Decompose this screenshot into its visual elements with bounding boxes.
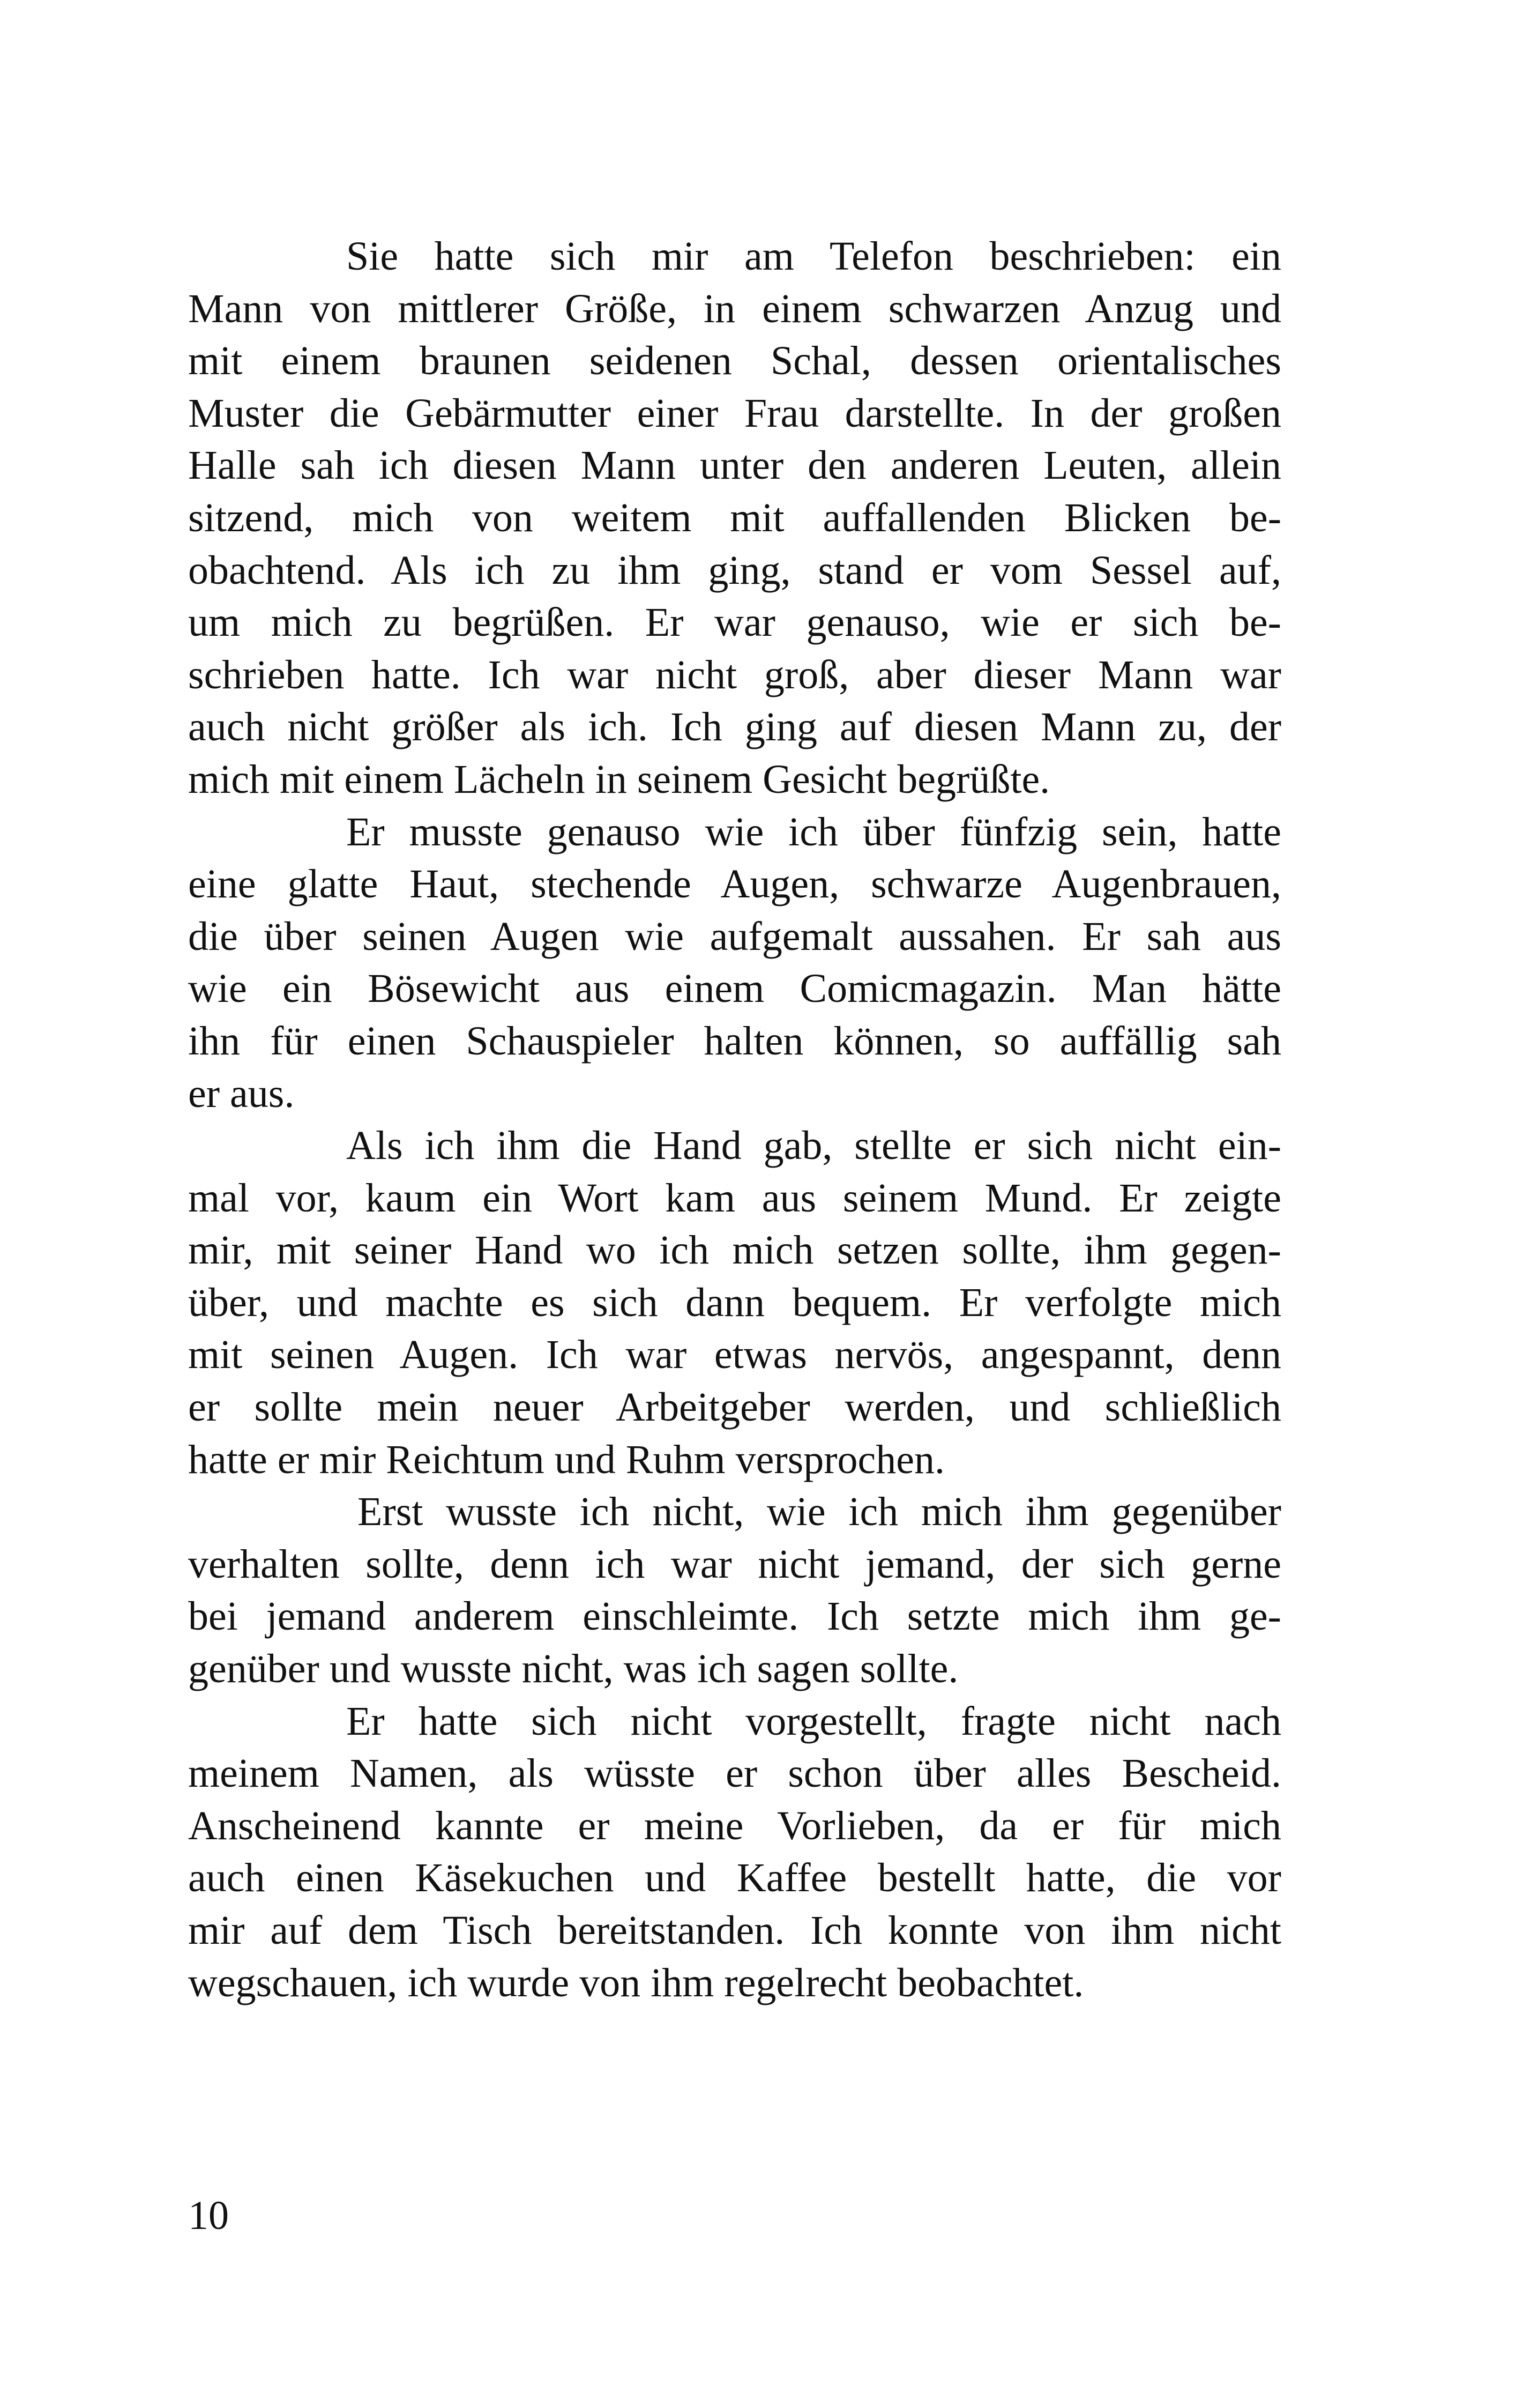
text-line: er sollte mein neuer Arbeitgeber werden, und schließlich [188, 1385, 1281, 1430]
text-line: genüber und wusste nicht, was ich sagen sollte. [188, 1646, 959, 1692]
text-line: verhalten sollte, denn ich war nicht jemand, der sich gerne [188, 1541, 1281, 1587]
text-line: über, und machte es sich dann bequem. Er verfolgte mich [188, 1280, 1281, 1325]
page-number: 10 [188, 2193, 229, 2238]
text-line: mit einem braunen seidenen Schal, dessen orientalisches [188, 338, 1281, 384]
text-line: die über seinen Augen wie aufgemalt aussahen. Er sah aus [188, 913, 1281, 959]
text-line: obachtend. Als ich zu ihm ging, stand er vom Sessel auf, [188, 547, 1281, 593]
text-line: Er musste genauso wie ich über fünfzig sein, hatte [346, 809, 1281, 854]
paragraph [188, 1486, 1281, 1695]
paragraph [188, 1120, 1281, 1486]
text-line: mir auf dem Tisch bereitstanden. Ich konnte von ihm nicht [188, 1908, 1281, 1953]
text-line: mir, mit seiner Hand wo ich mich setzen sollte, ihm gegen- [188, 1228, 1281, 1273]
text-line: eine glatte Haut, stechende Augen, schwarze Augenbrauen, [188, 861, 1281, 907]
text-line: hatte er mir Reichtum und Ruhm versprochen. [188, 1437, 945, 1482]
text-line: Mann von mittlerer Größe, in einem schwarzen Anzug und [188, 286, 1281, 331]
text-line: ihn für einen Schauspieler halten können, so auffällig sah [188, 1018, 1281, 1064]
text-line: schrieben hatte. Ich war nicht groß, aber dieser Mann war [188, 652, 1281, 697]
text-line: bei jemand anderem einschleimte. Ich setzte mich ihm ge- [188, 1594, 1281, 1639]
text-line: mit seinen Augen. Ich war etwas nervös, angespannt, denn [188, 1332, 1281, 1378]
text-line: wegschauen, ich wurde von ihm regelrecht beobachtet. [188, 1960, 1084, 2005]
paragraph [188, 1696, 1281, 2010]
text-line: Sie hatte sich mir am Telefon beschrieben: ein [346, 234, 1281, 279]
text-line: Erst wusste ich nicht, wie ich mich ihm gegenüber [357, 1489, 1281, 1535]
text-line: Muster die Gebärmutter einer Frau darstellte. In der großen [188, 390, 1281, 436]
text-line: Halle sah ich diesen Mann unter den anderen Leuten, allein [188, 443, 1281, 488]
text-line: mich mit einem Lächeln in seinem Gesicht begrüßte. [188, 756, 1050, 802]
text-line: sitzend, mich von weitem mit auffallenden Blicken be- [188, 495, 1281, 540]
text-line: wie ein Bösewicht aus einem Comicmagazin. Man hätte [188, 966, 1281, 1012]
text-line: Als ich ihm die Hand gab, stellte er sich nicht ein- [346, 1123, 1281, 1169]
text-line: um mich zu begrüßen. Er war genauso, wie er sich be- [188, 600, 1281, 645]
text-line: er aus. [188, 1071, 295, 1116]
text-line: meinem Namen, als wüsste er schon über alles Bescheid. [188, 1751, 1281, 1796]
text-line: mal vor, kaum ein Wort kam aus seinem Mund. Er zeigte [188, 1175, 1281, 1221]
text-line: Anscheinend kannte er meine Vorlieben, da er für mich [188, 1803, 1281, 1848]
text-line: auch einen Käsekuchen und Kaffee bestellt hatte, die vor [188, 1855, 1281, 1901]
paragraph [188, 231, 1281, 806]
paragraph [188, 806, 1281, 1120]
body-text [188, 231, 1281, 2009]
text-line: Er hatte sich nicht vorgestellt, fragte nicht nach [346, 1698, 1281, 1744]
text-line: auch nicht größer als ich. Ich ging auf diesen Mann zu, der [188, 704, 1281, 750]
